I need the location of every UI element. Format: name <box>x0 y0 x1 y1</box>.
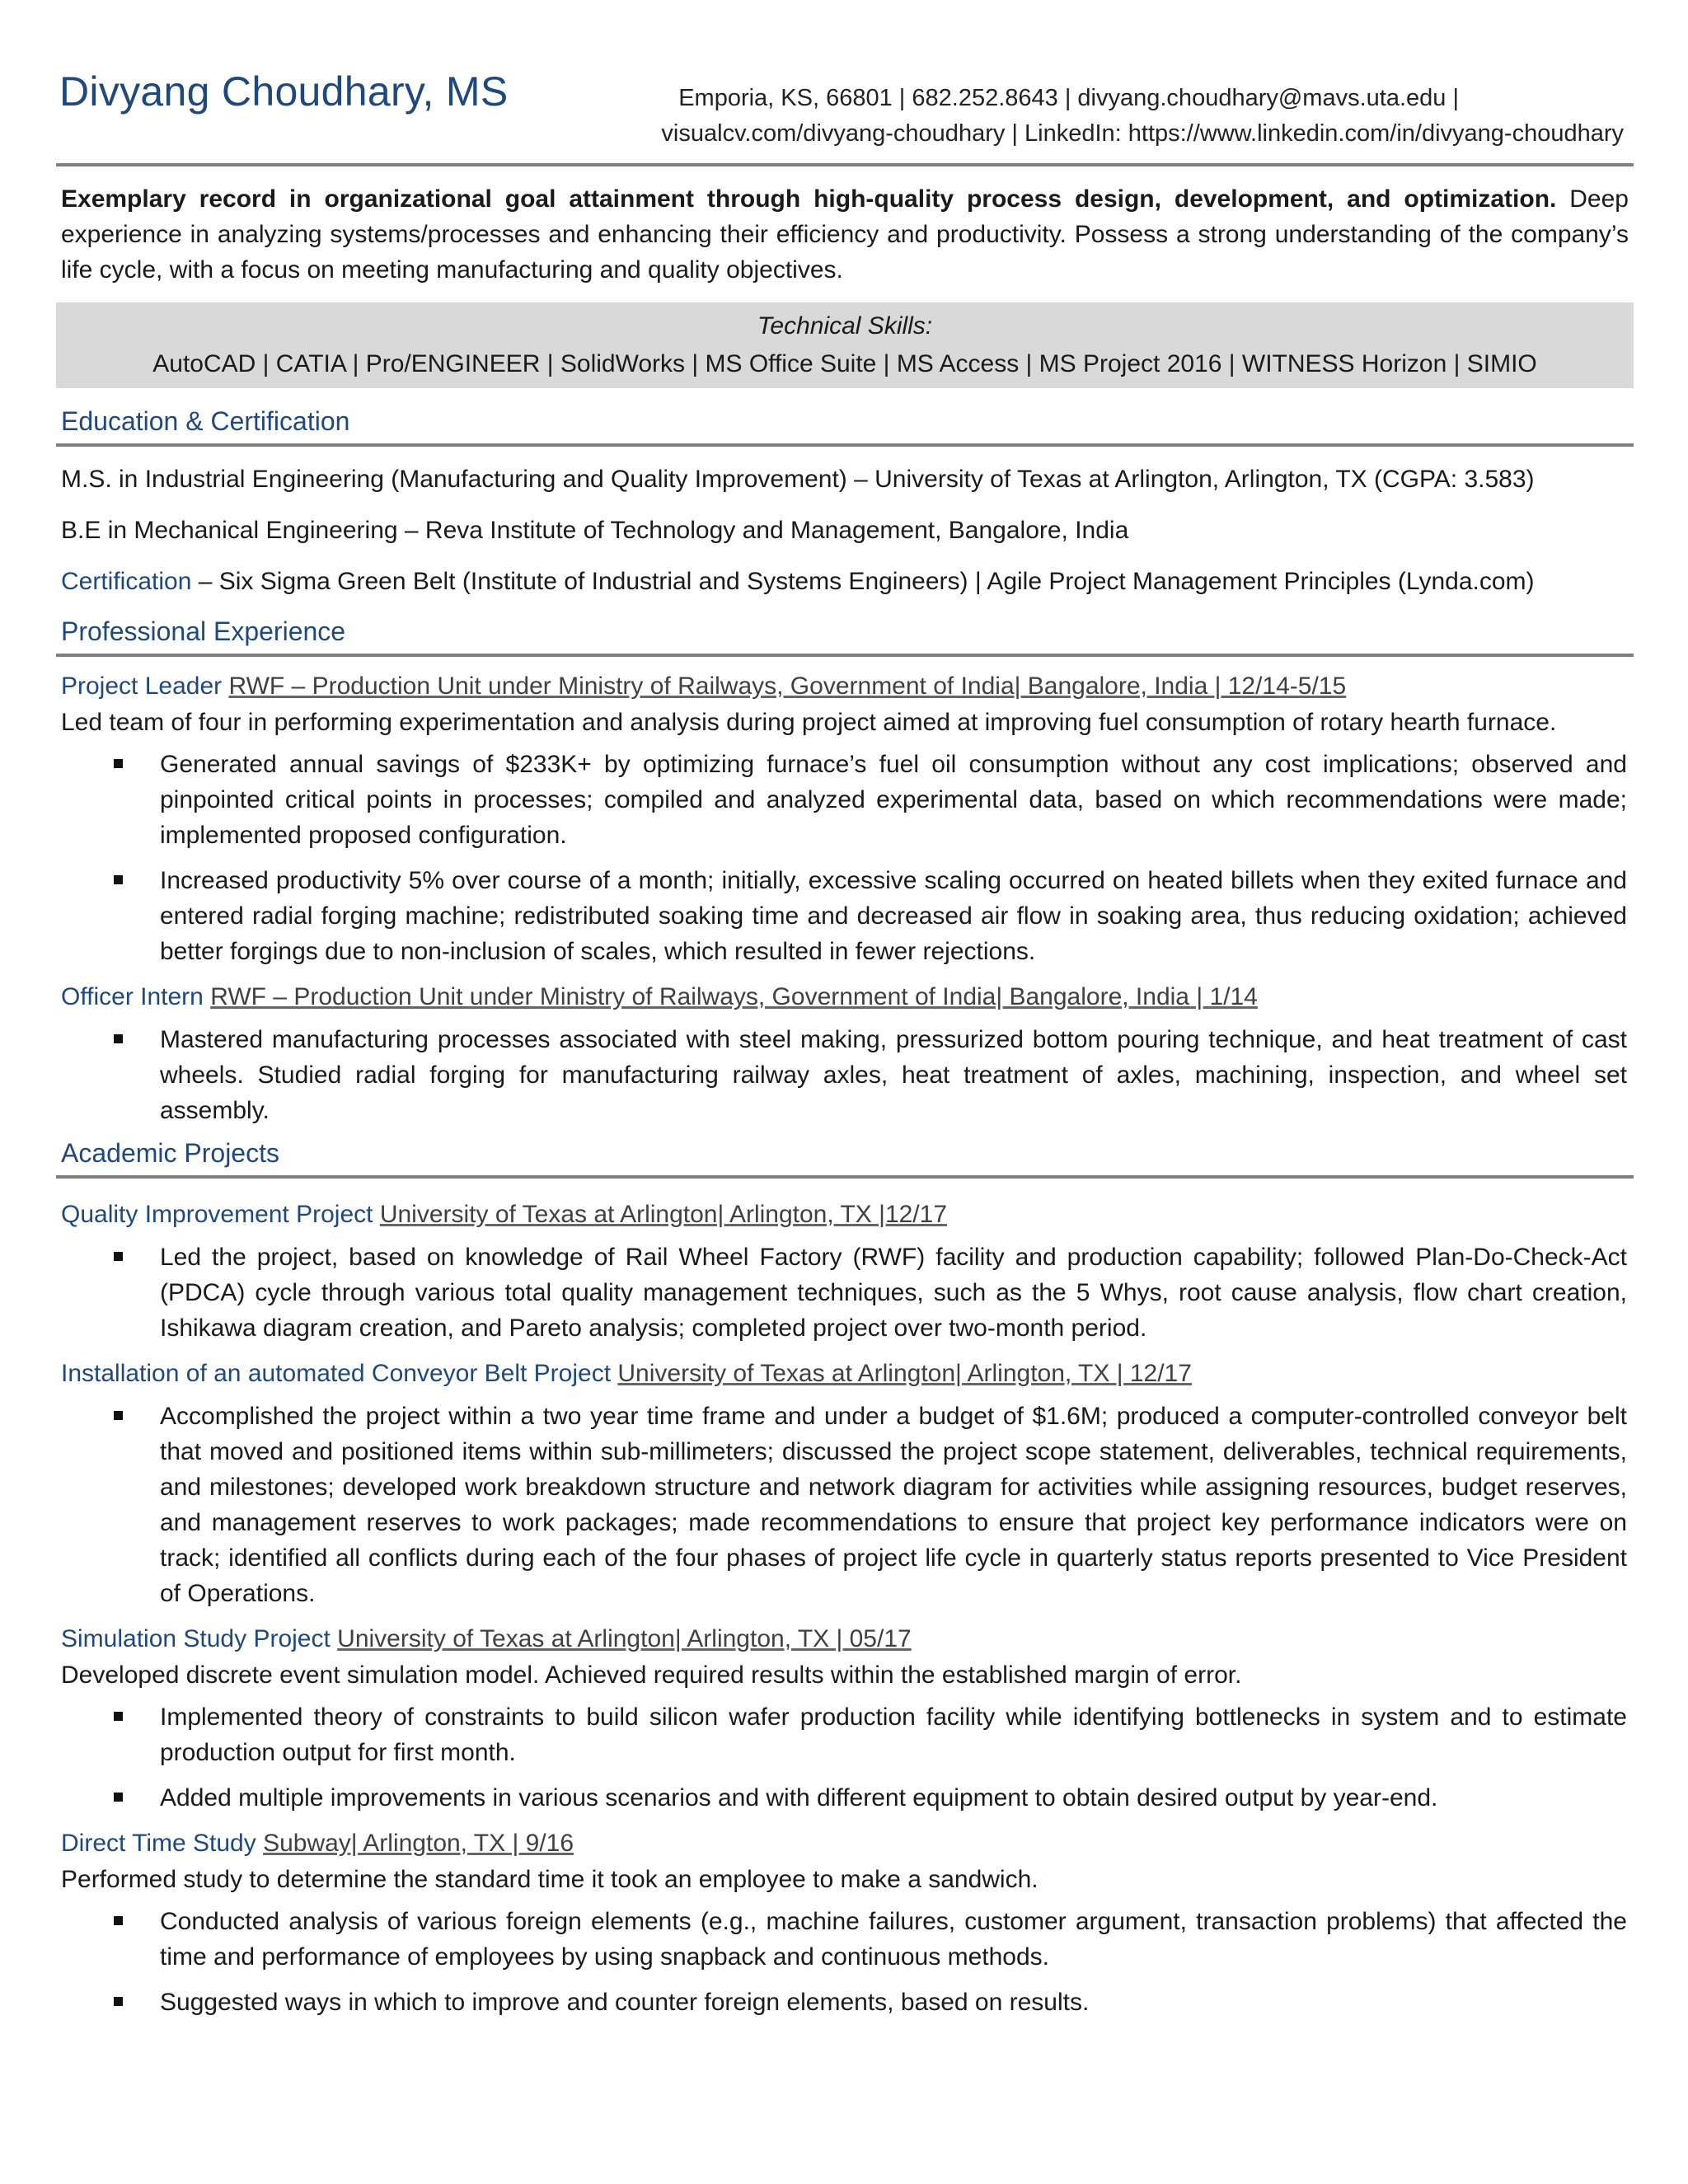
certification-label: Certification <box>61 568 192 595</box>
project-bullet-list <box>56 1399 1634 1611</box>
bullet-square-icon <box>114 1997 123 2006</box>
job-description: Led team of four in performing experimentation and analysis during project aimed at improving fuel consumption of rotary hearth furnace. <box>61 709 1557 736</box>
bullet-square-icon <box>114 1712 123 1721</box>
skills-label: Technical Skills: <box>757 312 933 340</box>
job-title: Officer Intern <box>61 983 204 1010</box>
skills-list: AutoCAD | CATIA | Pro/ENGINEER | SolidWorks | MS Office Suite | MS Access | MS Project 2016 | WITNESS Horizon | SIMIO <box>152 350 1537 377</box>
bullet-text: Suggested ways in which to improve and counter foreign elements, based on results. <box>160 1989 1090 2016</box>
contact-line-2: visualcv.com/divyang-choudhary | LinkedIn: https://www.linkedin.com/in/divyang-choudhary <box>661 120 1624 147</box>
project-title: Installation of an automated Conveyor Belt Project <box>61 1360 612 1387</box>
job-heading <box>56 668 1634 705</box>
project-title: Quality Improvement Project <box>61 1201 373 1228</box>
section-divider <box>56 654 1634 657</box>
project-heading <box>56 1197 1634 1233</box>
section-divider <box>56 1175 1634 1179</box>
project-org-link[interactable]: University of Texas at Arlington| Arlington, TX |12/17 <box>379 1201 948 1228</box>
project-bullet-list <box>56 1699 1634 1816</box>
project-heading <box>56 1356 1634 1392</box>
bullet-text: Added multiple improvements in various scenarios and with different equipment to obtain desired output by year-end. <box>160 1784 1438 1811</box>
bullet-square-icon <box>114 875 123 884</box>
bullet-square-icon <box>114 1034 123 1043</box>
contact-info <box>470 81 1624 152</box>
bullet-text: Mastered manufacturing processes associated with steel making, pressurized bottom pouring technique, and heat treatment of cast wheels. Studied radial forging for manufacturing railway axles, heat treatment of axles, machining, inspection, and wheel set assembly. <box>160 1026 1627 1124</box>
project-org-link[interactable]: Subway| Arlington, TX | 9/16 <box>263 1830 574 1857</box>
bullet-text: Generated annual savings of $233K+ by optimizing furnace’s fuel oil consumption without any cost implications; observed and pinpointed critical points in processes; compiled and analyzed experimental data, based on which recommendations were made; implemented proposed configuration. <box>160 751 1627 849</box>
project-bullet-list <box>56 1904 1634 2020</box>
job-org-link[interactable]: RWF – Production Unit under Ministry of Railways, Government of India| Bangalore, India | 1/14 <box>210 983 1258 1010</box>
education-ms: M.S. in Industrial Engineering (Manufacturing and Quality Improvement) – University of Texas at Arlington, Arlington, TX (CGPA: 3.583) <box>61 466 1535 493</box>
education-be: B.E in Mechanical Engineering – Reva Institute of Technology and Management, Bangalore, India <box>61 517 1129 544</box>
project-heading <box>56 1825 1634 1862</box>
project-bullet-list <box>56 1240 1634 1346</box>
job-org-link[interactable]: RWF – Production Unit under Ministry of Railways, Government of India| Bangalore, India | 12/14-5/15 <box>228 673 1347 700</box>
job-bullet-list <box>56 1022 1634 1128</box>
bullet-text: Accomplished the project within a two year time frame and under a budget of $1.6M; produced a computer-controlled conveyor belt that moved and positioned items within sub-millimeters; discussed the project scope statement, deliverables, technical requirements, and milestones; developed work breakdown structure and network diagram for activities while assigning resources, budget reserves, and management reserves to work packages; made recommendations to ensure that project key performance indicators were on track; identified all conflicts during each of the four phases of project life cycle in quarterly status reports presented to Vice President of Operations. <box>160 1403 1627 1607</box>
list-item <box>56 1399 1634 1611</box>
certification-text: – Six Sigma Green Belt (Institute of Industrial and Systems Engineers) | Agile Project Management Principles (Lynda.com) <box>191 568 1535 595</box>
list-item <box>56 1022 1634 1128</box>
list-item <box>56 1699 1634 1770</box>
job-heading <box>56 979 1634 1015</box>
project-title: Simulation Study Project <box>61 1625 331 1652</box>
summary-text: Deep experience in analyzing systems/processes and enhancing their efficiency and productivity. Possess a strong understanding of the company’s life cycle, with a focus on meeting manufacturing and quality objectives. <box>61 185 1629 284</box>
bullet-square-icon <box>114 1793 123 1802</box>
list-item <box>56 1985 1634 2020</box>
list-item <box>56 1780 1634 1816</box>
project-heading <box>56 1621 1634 1657</box>
list-item <box>56 1240 1634 1346</box>
resume-header <box>56 58 1634 155</box>
section-divider <box>56 443 1634 447</box>
project-description: Developed discrete event simulation model. Achieved required results within the established margin of error. <box>61 1661 1242 1689</box>
contact-line-1: Emporia, KS, 66801 | 682.252.8643 | divyang.choudhary@mavs.uta.edu | <box>678 85 1459 111</box>
bullet-square-icon <box>114 759 123 768</box>
bullet-text: Implemented theory of constraints to build silicon wafer production facility while identifying bottlenecks in system and to estimate production output for first month. <box>160 1704 1627 1766</box>
bullet-square-icon <box>114 1916 123 1925</box>
section-title-education: Education & Certification <box>61 406 350 436</box>
job-title: Project Leader <box>61 673 223 700</box>
bullet-square-icon <box>114 1411 123 1420</box>
bullet-square-icon <box>114 1252 123 1261</box>
list-item <box>56 1904 1634 1975</box>
header-divider <box>56 163 1634 166</box>
bullet-text: Increased productivity 5% over course of a month; initially, excessive scaling occurred on heated billets when they exited furnace and entered radial forging machine; redistributed soaking time and decreased air flow in soaking area, thus reducing oxidation; achieved better forgings due to non-inclusion of scales, which resulted in fewer rejections. <box>160 867 1627 965</box>
summary-bold-text: Exemplary record in organizational goal attainment through high-quality process design, development, and optimization. <box>61 185 1557 213</box>
project-org-link[interactable]: University of Texas at Arlington| Arlington, TX | 05/17 <box>337 1625 912 1652</box>
summary-paragraph <box>56 181 1634 288</box>
bullet-text: Conducted analysis of various foreign elements (e.g., machine failures, customer argument, transaction problems) that affected the time and performance of employees by using snapback and continuous methods. <box>160 1908 1627 1971</box>
project-org-link[interactable]: University of Texas at Arlington| Arlington, TX | 12/17 <box>617 1360 1192 1387</box>
section-title-projects: Academic Projects <box>61 1138 279 1168</box>
technical-skills-box <box>56 302 1634 388</box>
candidate-name: Divyang Choudhary, MS <box>59 68 509 115</box>
resume-page <box>56 58 1634 2030</box>
project-description: Performed study to determine the standard time it took an employee to make a sandwich. <box>61 1866 1039 1893</box>
job-bullet-list <box>56 747 1634 969</box>
bullet-text: Led the project, based on knowledge of Rail Wheel Factory (RWF) facility and production capability; followed Plan-Do-Check-Act (PDCA) cycle through various total quality management techniques, such as the 5 Whys, root cause analysis, flow chart creation, Ishikawa diagram creation, and Pareto analysis; completed project over two-month period. <box>160 1244 1627 1342</box>
certification-line <box>56 565 1634 598</box>
list-item <box>56 747 1634 853</box>
section-title-experience: Professional Experience <box>61 616 346 646</box>
project-title: Direct Time Study <box>61 1830 256 1857</box>
list-item <box>56 863 1634 969</box>
